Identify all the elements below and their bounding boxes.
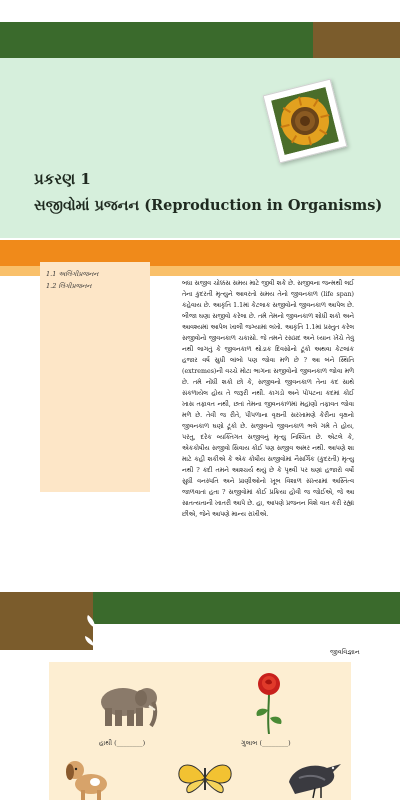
header-green-bar — [0, 22, 313, 58]
leaf-sprout-icon — [82, 614, 106, 660]
topics-sidebar — [40, 262, 150, 492]
elephant-illustration — [89, 678, 161, 730]
topic-item: 1.1 અલિંગીપ્રજનન — [46, 270, 99, 278]
page-brown-block — [0, 592, 93, 650]
page-header-label: જીવવિજ્ઞાન — [330, 648, 360, 656]
dog-illustration — [61, 750, 111, 800]
figure-caption: ગુલાબ (________) — [241, 739, 291, 747]
page-green-bar — [93, 592, 400, 624]
body-paragraph: બધા સજીવ ચોક્કસ સમય માટે જીવી શકે છે. સજીવના જન્મથી લઈ તેના કુદરતી મૃત્યુને આવરતો સમય તેનો જીવનકાળ (life span) કહેવાય છે. આકૃતિ 1.1માં કેટલાક સજીવોનો જીવનકાળ આપેલ છે. બીજા ઘણા સજીવો કરેલા છે. તમે તેમનો જીવનકાળ શોધી શકો અને આવશ્યમાં આપેલ ખાલી જગ્યામાં લખો. આકૃતિ 1.1માં પ્રસ્તુત કરેલ સજીવોનો જીવનકાળ ચકાસો. જે તમને રસપ્રદ અને ધ્યાન ખેંચે તેવું નથી લાગતું કે જીવનકાળ થોડાક દિવસોનો ટૂંકો અથવા કેટલાંક હજાર વર્ષ સુધી લાંબો પણ જોવા મળે છે ? આ બંને સ્થિતિ (extremes)ની વચ્ચે મોટા ભાગના સજીવોનો જીવનકાળ જોવા મળે છે. તમે નોંધી શકો છો કે, સજીવનો જીવનકાળ તેના કદ સાથે સંકળાયેલ હોય તે જરૂરી નથી. કાગડો અને પોપટના કદમાં કોઈ ખાસ તફાવત નથી, છતાં તેમના જીવનકાળમાં મહાંણો તફાવત જોવા મળે છે. તેવી જ રીતે, પીપળાના વૃક્ષની સરખામણે કેરીના વૃક્ષનો જીવનકાળ ઘણો ટૂંકો છે. સજીવનો જીવનકાળ ભલે ગમે તે હોય, પરંતુ, દરેક વ્યક્તિગત સજીવનું મૃત્યુ નિશ્ચિત છે. એટલે કે, એકકોષીય સજીવો સિવાય કોઈ પણ સજીવ અમર નથી. આપણે શા માટે કહી શકીએ કે એક કોષીય સજીવોમાં નૈસર્ગિક (કુદરતી) મૃત્યુ નથી ? કદી તમને આશ્ચર્ય થયું છે કે પૃથ્વી પર ઘણાં હજારો વર્ષો સુધી વનસ્પતિ અને પ્રાણીઓનો ખૂબ વિશાળ સંખ્યામાં અસ્તિત્વ જાળવાતાં હતા ? સજીવોમાં કોઈ પ્રક્રિયા હોવી જ જોઈએ, જે આ સાતત્યતાની ખાતરી આપે છે. હા, આપણે પ્રજનન વિશે વાત કરી રહ્યાં છીએ, જેને આપણે માન્ય રાખીએ. — [182, 280, 354, 518]
chapter-title: સજીવોમાં પ્રજનન (Reproduction in Organisms) — [34, 197, 383, 214]
rose-illustration — [249, 670, 289, 734]
chapter-number: પ્રકરણ 1 — [34, 170, 91, 188]
figure-panel — [49, 662, 351, 800]
crow-illustration — [279, 754, 349, 800]
butterfly-illustration — [173, 758, 237, 800]
topic-item: 1.2 લિંગીપ્રજનન — [46, 282, 92, 290]
sunflower-photo — [271, 87, 339, 155]
figure-caption: હાથી (________) — [99, 739, 146, 747]
header-brown-bar — [313, 22, 400, 58]
